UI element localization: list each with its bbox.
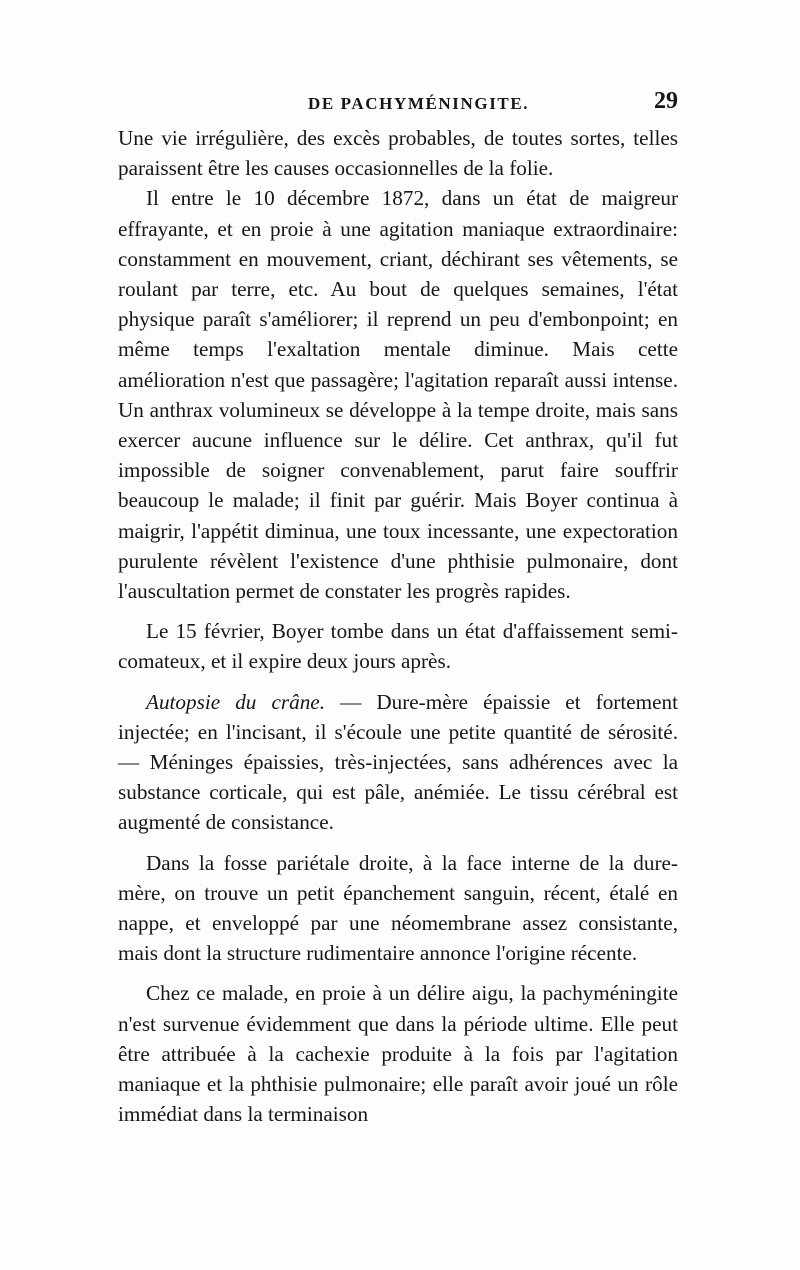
paragraph-death: Le 15 février, Boyer tombe dans un état d'affaissement semi-comateux, et il expire deux jours après.: [118, 619, 678, 674]
paragraph-causes: Une vie irrégulière, des excès probables, de toutes sortes, telles paraissent être les causes occasionnelles de la folie.: [118, 126, 678, 181]
autopsy-text: — Dure-mère épaissie et fortement injectée; en l'incisant, il s'écoule une petite quantité de sérosité. — Méninges épaissies, très-injectées, sans adhérences avec la substance corticale, qui est pâle, anémiée. Le tissu cérébral est augmenté de consistance.: [118, 689, 679, 835]
paragraph-discussion: Chez ce malade, en proie à un délire aigu, la pachyméningite n'est survenue évidemment que dans la période ultime. Elle peut être attribuée à la cachexie produite à la fois par l'agitation maniaque et la phthisie pulmonaire; elle paraît avoir joué un rôle immédiat dans la terminaison: [118, 981, 678, 1127]
body-text: [118, 123, 678, 1130]
page-number: 29: [654, 88, 678, 114]
running-header: [118, 88, 680, 118]
paragraph-autopsy: [118, 687, 678, 838]
paragraph-findings: Dans la fosse pariétale droite, à la face interne de la dure-mère, on trouve un petit épanchement sanguin, récent, étalé en nappe, et enveloppé par une néomembrane assez consistante, mais dont la structure rudimentaire annonce l'origine récente.: [118, 850, 678, 966]
paragraph-clinical-course: Il entre le 10 décembre 1872, dans un état de maigreur effrayante, et en proie à une agitation maniaque extraordinaire: constamment en mouvement, criant, déchirant ses vêtements, se roulant par terre, etc. Au bout de quelques semaines, l'état physique paraît s'améliorer; il reprend un peu d'embonpoint; en même temps l'exaltation mentale diminue. Mais cette amélioration n'est que passagère; l'agitation reparaît aussi intense. Un anthrax volumineux se développe à la tempe droite, mais sans exercer aucune influence sur le délire. Cet anthrax, qu'il fut impossible de soigner convenablement, parut faire souffrir beaucoup le malade; il finit par guérir. Mais Boyer continua à maigrir, l'appétit diminua, une toux incessante, une expectoration purulente révèlent l'existence d'une phthisie pulmonaire, dont l'auscultation permet de constater les progrès rapides.: [118, 186, 678, 604]
running-title: DE PACHYMÉNINGITE.: [308, 94, 530, 113]
autopsy-heading: Autopsie du crâne.: [146, 689, 326, 714]
